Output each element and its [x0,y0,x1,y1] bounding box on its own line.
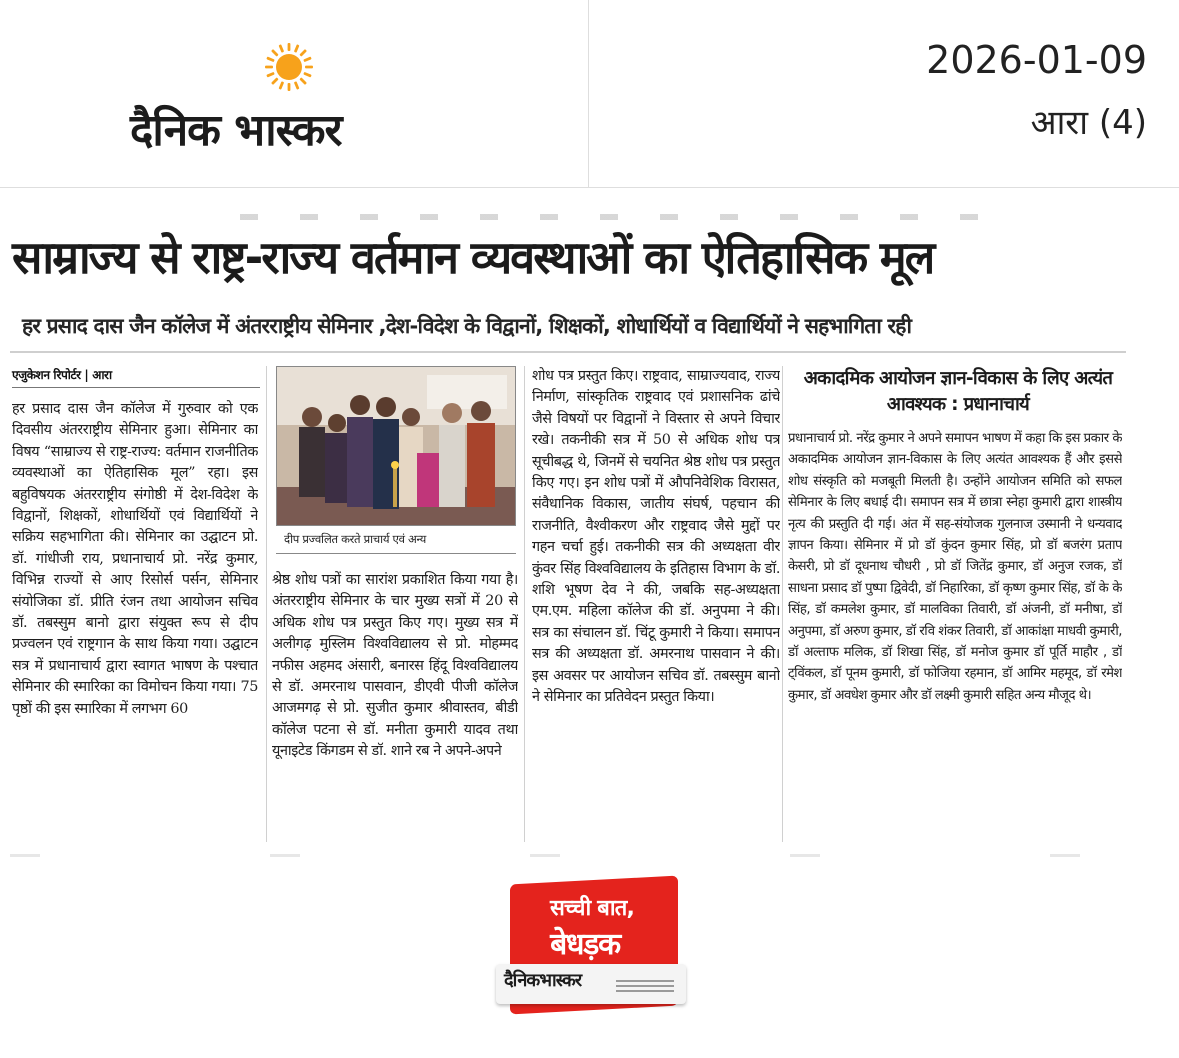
article-column-2: श्रेष्ठ शोध पत्रों का सारांश प्रकाशित किया गया है। अंतरराष्ट्रीय सेमिनार के चार मुख्य सत्रों में 20 से अधिक शोध पत्र प्रस्तुत किए गए। मुख्य सत्र में अलीगढ़ मुस्लिम विश्वविद्यालय से प्रो. मोहम्मद नफीस अहमद अंसारी, बनारस हिंदू विश्वविद्यालय से डॉ. अमरनाथ पासवान, डीएवी पीजी कॉलेज आजमगढ़ से प्रो. सुजीत कुमार श्रीवास्तव, बीडी कॉलेज पटना से डॉ. मनीता कुमारी यादव तथा यूनाइटेड किंगडम से डॉ. शाने रब ने अपने-अपने [272,572,518,760]
top-print-marks [240,214,1000,220]
page-header [0,0,1179,188]
headline-divider [10,351,1126,353]
article-column-3: शोध पत्र प्रस्तुत किए। राष्ट्रवाद, साम्राज्यवाद, राज्य निर्माण, सांस्कृतिक राष्ट्रवाद एवं प्रशासनिक ढांचे जैसे विषयों पर विद्वानों ने विस्तार से अपने विचार रखे। तकनीकी सत्र में 50 से अधिक शोध पत्र सूचीबद्ध थे, जिनमें से चयनित श्रेष्ठ शोध पत्र प्रस्तुत किए गए। इन शोध पत्रों में औपनिवेशिक विरासत, संवैधानिक विकास, जातीय संघर्ष, पहचान की राजनीति, वैश्वीकरण और राष्ट्रवाद जैसे मुद्दों पर गहन चर्चा हुई। तकनीकी सत्र की अध्यक्षता वीर कुंवर सिंह विश्वविद्यालय के इतिहास विभाग के डॉ. शशि भूषण देव ने की, जबकि सह-अध्यक्षता एम.एम. महिला कॉलेज की डॉ. अनुपमा ने की। सत्र का संचालन डॉ. चिंटू कुमारी ने किया। समापन सत्र की अध्यक्षता डॉ. अमरनाथ पासवान ने की। इस अवसर पर आयोजन सचिव डॉ. तबस्सुम बानो ने सेमिनार का प्रतिवेदन प्रस्तुत किया। [532,368,780,706]
article-column-1: हर प्रसाद दास जैन कॉलेज में गुरुवार को एक दिवसीय अंतरराष्ट्रीय सेमिनार हुआ। सेमिनार का विषय “साम्राज्य से राष्ट्र-राज्य: वर्तमान राजनीतिक व्यवस्थाओं का ऐतिहासिक मूल” रहा। इस बहुविषयक अंतरराष्ट्रीय संगोष्ठी में देश-विदेश के विद्वानों, शिक्षकों, शोधार्थियों एवं विद्यार्थियों ने सक्रिय सहभागिता की। सेमिनार का उद्घाटन प्रो. डॉ. गांधीजी राय, प्रधानाचार्य प्रो. नरेंद्र कुमार, विभिन्न राज्यों से आए रिसोर्स पर्सन, सेमिनार संयोजिका डॉ. प्रीति रंजन तथा आयोजन सचिव डॉ. तबस्सुम बानो द्वारा संयुक्त रूप से दीप प्रज्वलन एवं राष्ट्रगान के साथ किया गया। उद्घाटन सत्र में प्रधानाचार्य द्वारा स्वागत भाषण के पश्चात सेमिनार की स्मारिका का विमोचन किया गया। 75 पृष्ठों की इस स्मारिका में लगभग 60 [12,401,258,717]
column-divider [524,366,525,842]
article-column-4: प्रधानाचार्य प्रो. नरेंद्र कुमार ने अपने समापन भाषण में कहा कि इस प्रकार के अकादमिक आयोजन ज्ञान-विकास के लिए अत्यंत आवश्यक हैं और इससे शोध संस्कृति को मजबूती मिलती है। उन्होंने आयोजन समिति को सफल सेमिनार के लिए बधाई दी। समापन सत्र में छात्रा स्नेहा कुमारी द्वारा शास्त्रीय नृत्य की प्रस्तुति दी गई। अंत में सह-संयोजक गुलनाज उस्मानी ने धन्यवाद ज्ञापन किया। सेमिनार में प्रो डॉ कुंदन कुमार सिंह, प्रो डॉ बजरंग प्रताप केसरी, प्रो डॉ दूधनाथ चौधरी , प्रो डॉ जितेंद्र कुमार, डॉ अनुज रजक, डॉ साधना प्रसाद डॉ पुष्पा द्विवेदी, डॉ निहारिका, डॉ कृष्ण कुमार सिंह, डॉ के के सिंह, डॉ कमलेश कुमार, डॉ मालविका तिवारी, डॉ अंजनी, डॉ मनीषा, डॉ अनुपमा, डॉ अरुण कुमार, डॉ रवि शंकर तिवारी, डॉ आकांक्षा माधवी कुमारी, डॉ अल्ताफ मलिक, डॉ शिखा सिंह, डॉ मनोज कुमार डॉ पूर्ति माहौर , डॉ ट्विंकल, डॉ पूनम कुमारी, डॉ फोजिया रहमान, डॉ आमिर महमूद, डॉ रमेश कुमार, डॉ अवधेश कुमार और डॉ लक्ष्मी कुमारी सहित अन्य मौजूद थे। [788,431,1122,703]
badge-logo-text: दैनिकभास्कर [504,970,582,991]
edition-date: 2026-01-09 [926,38,1147,82]
header-divider [588,0,589,188]
photo-caption: दीप प्रज्वलित करते प्राचार्य एवं अन्य [276,532,516,554]
badge-tagline-line-1: सच्ची बात, [549,896,635,921]
lamp-lighting-photo-image [277,367,516,526]
bottom-print-marks [10,854,1126,857]
news-clipping [10,206,1126,858]
edition-city-page: आरा (4) [1030,103,1147,143]
brand-tagline-badge [496,880,686,1012]
article-byline: एजुकेशन रिपोर्टर | आरा [12,366,260,388]
article-subheadline: हर प्रसाद दास जैन कॉलेज में अंतरराष्ट्रीय सेमिनार ,देश-विदेश के विद्वानों, शिक्षकों, शोधार्थियों व विद्यार्थियों ने सहभागिता रही [22,314,912,338]
column-divider [782,366,783,842]
event-photo [276,366,516,526]
logo-wordmark: दैनिक भास्कर [130,105,342,156]
badge-newspaper-lines [616,980,674,994]
column-divider [266,366,267,842]
box-headline: अकादमिक आयोजन ज्ञान-विकास के लिए अत्यंत आवश्यक : प्रधानाचार्य [803,368,1113,415]
sun-icon [264,42,314,92]
badge-tagline-line-2: बेधड़क [550,927,620,962]
dainik-bhaskar-logo [130,40,450,156]
article-headline: साम्राज्य से राष्ट्र-राज्य वर्तमान व्यवस्थाओं का ऐतिहासिक मूल [12,231,934,284]
